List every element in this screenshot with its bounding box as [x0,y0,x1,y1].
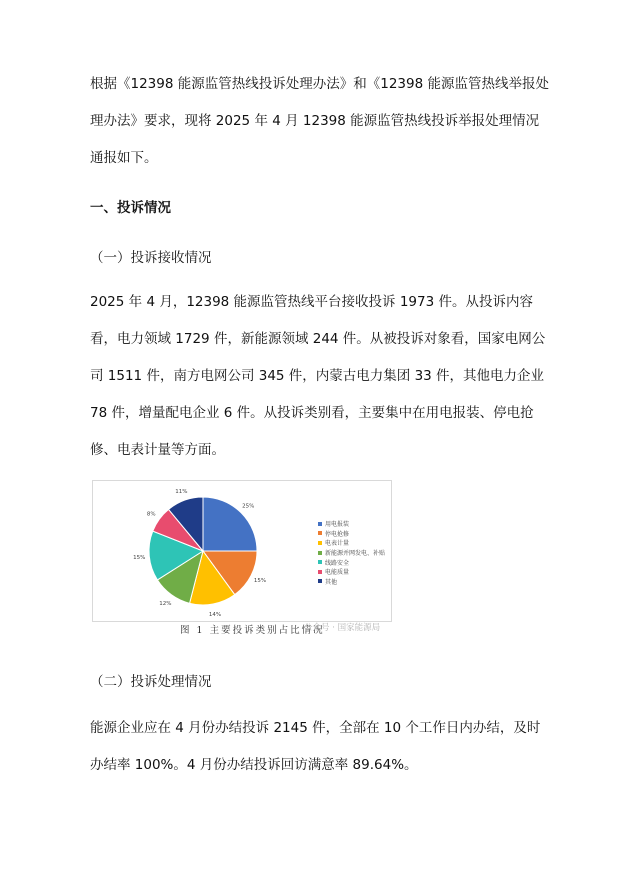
pie-data-label-1: 25% [242,503,255,510]
legend-swatch [318,560,322,564]
legend-label: 电表计量 [325,540,350,548]
legend-label: 新能源并网发电、补贴 [325,550,386,558]
handling-paragraph: 能源企业应在 4 月份办结投诉 2145 件，全部在 10 个工作日内办结，及时办结率 100%。4 月份办结投诉回访满意率 89.64%。 [90,720,541,773]
legend-swatch [318,522,322,526]
pie-data-label-5: 15% [133,555,146,562]
section-heading-complaints: 一、投诉情况 [90,200,171,216]
pie-data-label-3: 14% [208,611,222,618]
legend-item-3 [318,538,385,548]
legend-item-6 [318,567,385,577]
legend-label: 电能质量 [325,569,350,577]
chart-legend [318,519,385,586]
legend-swatch [318,579,322,583]
figure-caption: 图 1 主要投诉类别占比情况 [180,625,325,636]
subheading-complaint-handling: （二）投诉处理情况 [90,674,212,690]
pie-data-label-6: 8% [146,511,156,518]
pie-data-label-7: 11% [175,488,188,495]
intro-paragraph: 根据《12398 能源监管热线投诉处理办法》和《12398 能源监管热线举报处理办法》要求，现将 2025 年 4 月 12398 能源监管热线投诉举报处理情况通报如下。 [90,76,549,166]
legend-item-2 [318,529,385,539]
subheading-complaint-receipt: （一）投诉接收情况 [90,250,212,266]
pie-data-label-2: 15% [253,578,267,585]
legend-swatch [318,570,322,574]
legend-label: 停电抢修 [325,530,350,538]
legend-swatch [318,531,322,535]
legend-swatch [318,541,322,545]
legend-item-1 [318,519,385,529]
legend-item-7 [318,577,385,587]
legend-swatch [318,551,322,555]
legend-item-5 [318,557,385,567]
legend-item-4 [318,548,385,558]
watermark-text: 公众号 · 国家能源局 [304,623,381,633]
legend-label: 线路安全 [325,559,350,567]
legend-label: 用电报装 [325,521,350,529]
pie-data-label-4: 12% [159,600,172,607]
receipt-paragraph: 2025 年 4 月，12398 能源监管热线平台接收投诉 1973 件。从投诉内容看，电力领域 1729 件，新能源领域 244 件。从被投诉对象看，国家电网公司 1511 件，南方电网公司 345 件，内蒙古电力集团 33 件，其他电力企业 78 件，增量配电企业 6 件。从投诉类别看，主要集中在用电报装、停电抢修、电表计量等方面。 [90,294,546,458]
legend-label: 其他 [325,578,338,586]
